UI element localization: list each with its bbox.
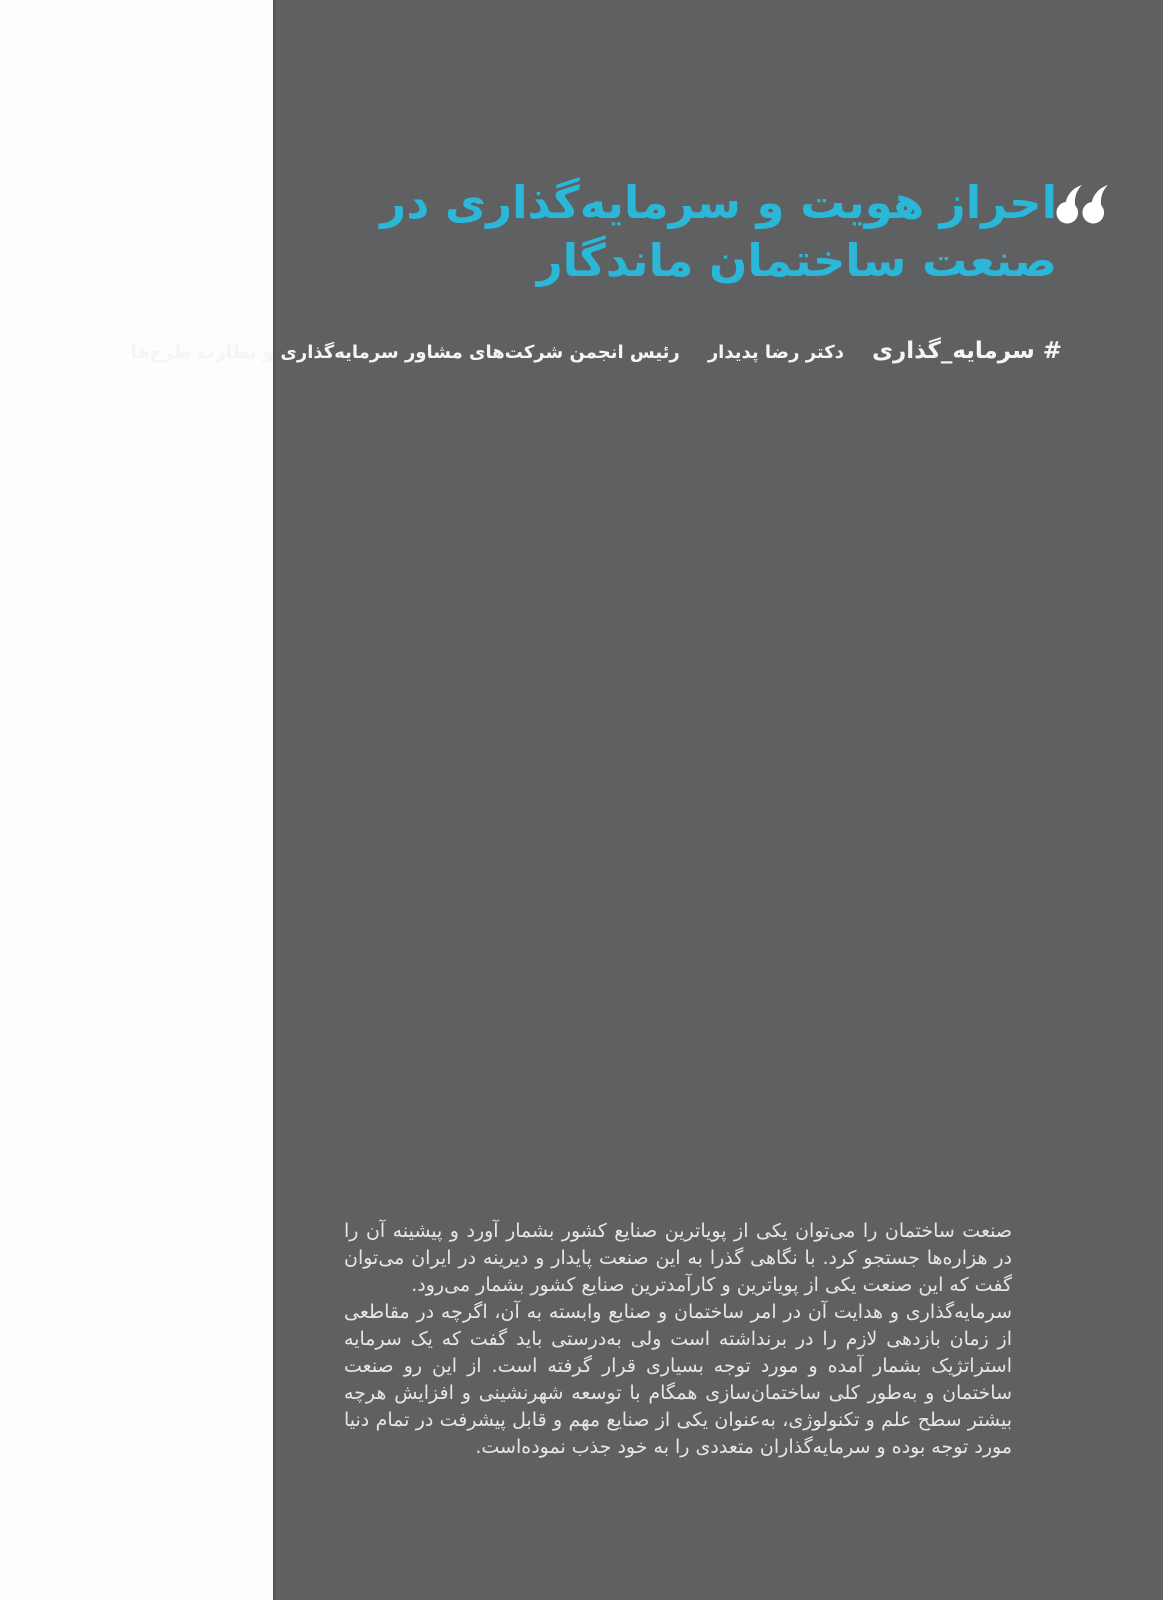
quote-marks-icon xyxy=(1056,184,1108,224)
body-paragraph-1: صنعت ساختمان را می‌توان یکی از پویاترین صنایع کشور بشمار آورد و پیشینه آن را در هزاره‌ها جستجو کرد. با نگاهی گذرا به این صنعت پایدار و دیرینه در ایران می‌توان گفت که این صنعت یکی از پویاترین و کارآمدترین صنایع کشور بشمار می‌رود. xyxy=(344,1220,1012,1296)
article-title xyxy=(380,174,1057,290)
author-name: دکتر رضا پدیدار xyxy=(707,342,844,363)
article-gray-panel xyxy=(130,0,1163,1600)
body-paragraph-2: سرمایه‌گذاری و هدایت آن در امر ساختمان و صنایع وابسته به آن، اگرچه در مقاطعی از زمان بازدهی لازم را در برنداشته است ولی به‌درستی باید گفت که یک سرمایه استراتژیک بشمار آمده و مورد توجه بسیاری قرار گرفته است. از این رو صنعت ساختمان و به‌طور کلی ساختمان‌سازی همگام با توسعه شهرنشینی و افزایش هرچه بیشتر سطح علم و تکنولوژی، به‌عنوان یکی از صنایع مهم و قابل پیشرفت در تمام دنیا مورد توجه بوده و سرمایه‌گذاران متعددی را به خود جذب نموده‌است. xyxy=(344,1301,1012,1458)
byline xyxy=(131,338,1063,364)
author-title: رئیس انجمن شرکت‌های مشاور سرمایه‌گذاری و نظارت طرح‌ها xyxy=(130,342,680,363)
hashtag-label: # سرمایه_گذاری xyxy=(871,338,1062,364)
article-title-line1: احراز هویت و سرمایه‌گذاری در xyxy=(380,176,1057,229)
article-body xyxy=(344,1218,1012,1461)
left-margin-strip xyxy=(0,0,273,1600)
article-title-line2: صنعت ساختمان ماندگار xyxy=(536,234,1057,287)
